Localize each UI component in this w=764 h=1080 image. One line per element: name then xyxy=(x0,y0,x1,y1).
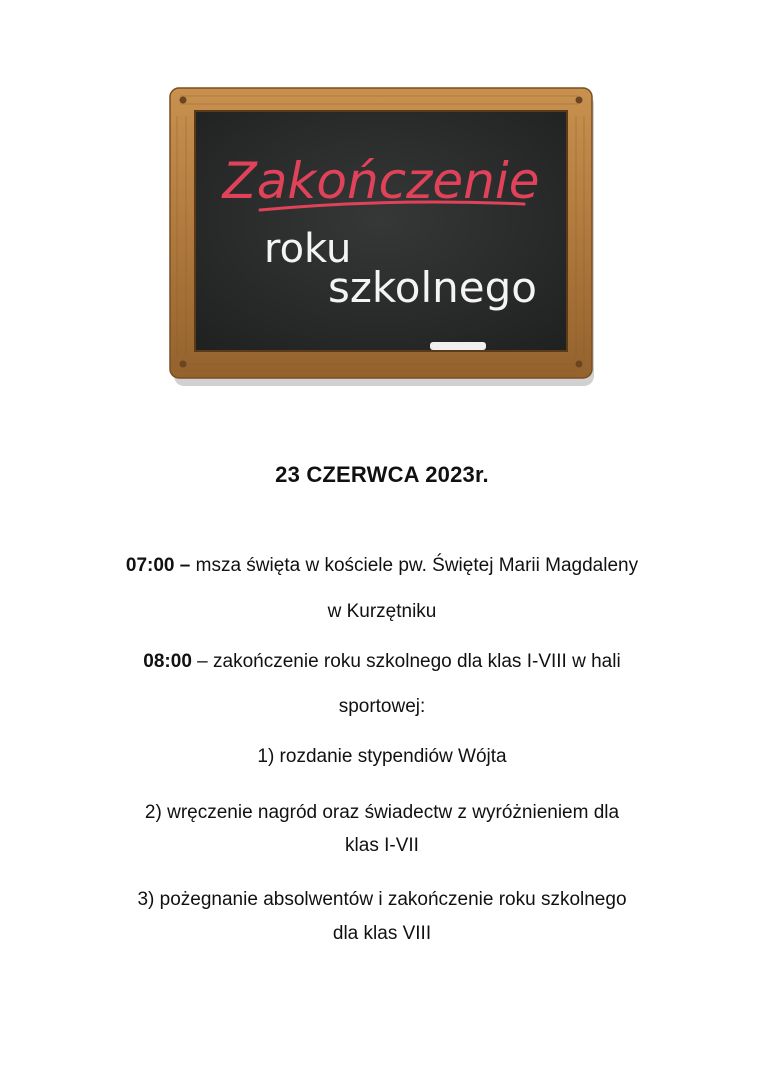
schedule-time: 08:00 xyxy=(143,651,192,672)
schedule-entry-2-cont: sportowej: xyxy=(338,696,426,717)
chalkboard-image xyxy=(168,86,596,386)
board-title-line3: szkolnego xyxy=(328,263,537,312)
schedule-text: – zakończenie roku szkolnego dla klas I-VIII w hali xyxy=(191,651,621,672)
board-title-line1: Zakończenie xyxy=(222,152,540,210)
screw-icon xyxy=(180,361,187,368)
chalkboard-graphic xyxy=(168,86,596,386)
list-item-cont: klas I-VII xyxy=(345,835,419,856)
list-item: 2) wręczenie nagród oraz świadectw z wyróżnieniem dla xyxy=(144,802,620,823)
schedule-time: 07:00 – xyxy=(125,555,191,576)
screw-icon xyxy=(576,97,583,104)
chalk-piece-icon xyxy=(430,342,486,350)
board-title-line2: roku xyxy=(264,226,352,272)
list-item: 1) rozdanie stypendiów Wójta xyxy=(257,746,507,767)
schedule-entry-1-cont: w Kurzętniku xyxy=(327,601,437,622)
event-date: 23 CZERWCA 2023r. xyxy=(275,462,489,487)
list-item-cont: dla klas VIII xyxy=(332,923,432,944)
screw-icon xyxy=(180,97,187,104)
board-slate xyxy=(195,111,567,351)
list-item: 3) pożegnanie absolwentów i zakończenie roku szkolnego xyxy=(137,889,627,910)
schedule-entry-1 xyxy=(0,554,764,578)
schedule-text: msza święta w kościele pw. Świętej Marii Magdaleny xyxy=(190,555,639,576)
screw-icon xyxy=(576,361,583,368)
schedule-entry-2 xyxy=(0,650,764,674)
